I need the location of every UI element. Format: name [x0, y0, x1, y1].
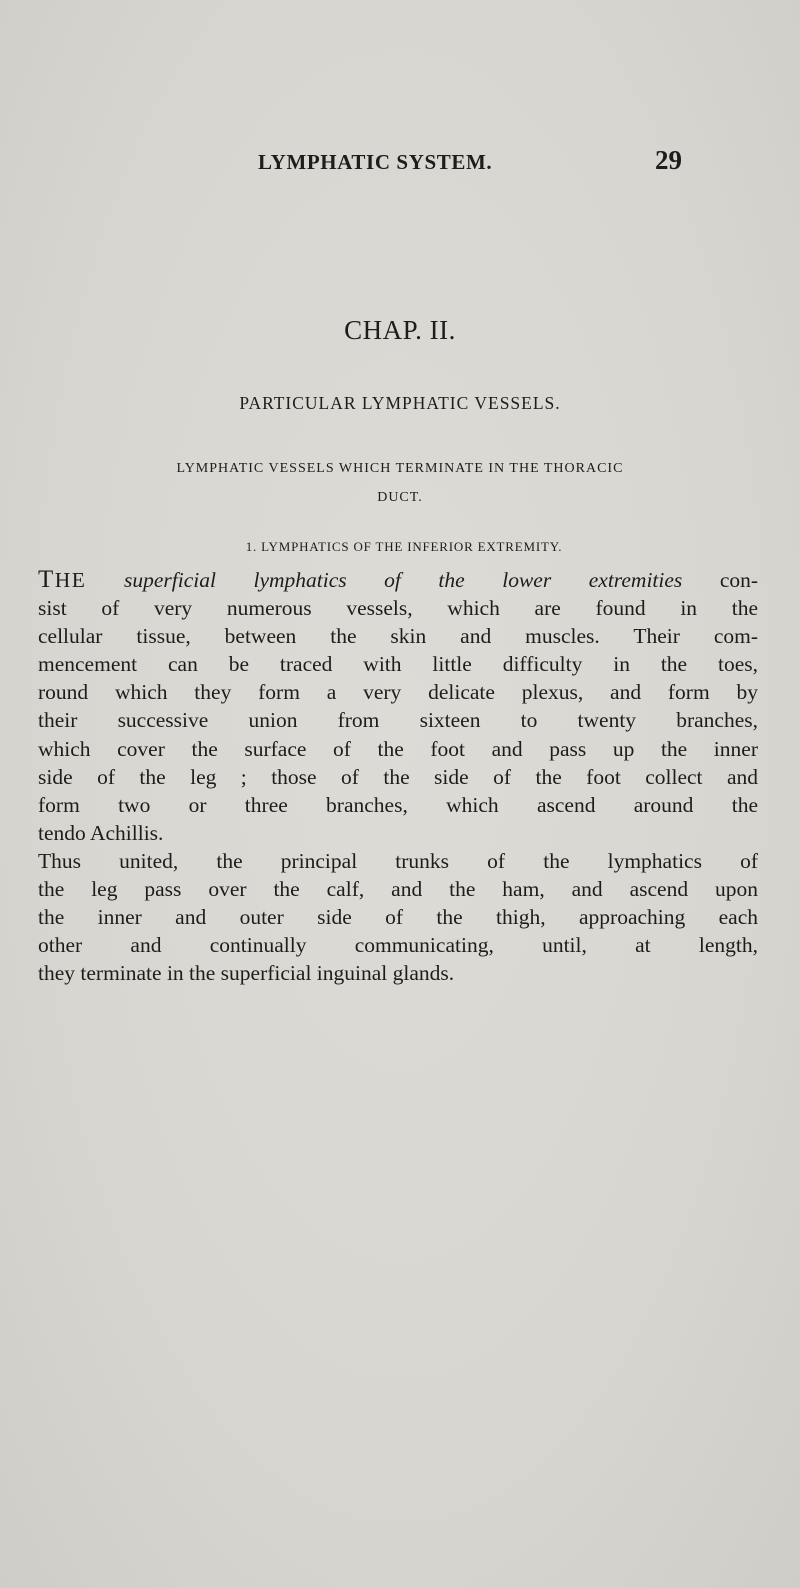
- running-head: [0, 145, 800, 190]
- paragraph-1-line: sist of very numerous vessels, which are found in the: [38, 596, 758, 621]
- page-number: 29: [655, 145, 682, 175]
- body-text: [38, 566, 758, 987]
- paragraph-1-line: which cover the surface of the foot and pass up the inner: [38, 736, 758, 761]
- section-title-line-1: LYMPHATIC VESSELS WHICH TERMINATE IN THE THORACIC: [176, 461, 624, 476]
- paragraph-2-line: they terminate in the superficial inguinal glands.: [38, 961, 455, 986]
- paragraph-2-line: the leg pass over the calf, and the ham, and ascend upon: [38, 877, 758, 902]
- section-title-line-2: DUCT.: [377, 490, 423, 505]
- paragraph-1-line-1: THE superficial lymphatics of the lower extremities con-: [38, 566, 759, 593]
- paragraph-1-line: mencement can be traced with little difficulty in the toes,: [38, 652, 758, 677]
- subsection-heading: 1. LYMPHATICS OF THE INFERIOR EXTREMITY.: [245, 539, 563, 554]
- paragraph-1-line: side of the leg ; those of the side of the foot collect and: [38, 764, 758, 789]
- chapter-heading: CHAP. II.: [344, 315, 456, 345]
- chapter-title: PARTICULAR LYMPHATIC VESSELS.: [239, 393, 561, 413]
- lead-word: THE: [38, 566, 87, 593]
- paragraph-2-line: Thus united, the principal trunks of the lymphatics of: [38, 848, 758, 873]
- paragraph-1-line: form two or three branches, which ascend around the: [38, 792, 758, 817]
- paragraph-1-line: tendo Achillis.: [38, 820, 164, 845]
- paragraph-1-line: round which they form a very delicate plexus, and form by: [38, 680, 758, 705]
- italic-phrase: superficial lymphatics of the lower extremities: [124, 568, 683, 592]
- paragraph-2-line: the inner and outer side of the thigh, approaching each: [38, 905, 758, 930]
- running-title: LYMPHATIC SYSTEM.: [258, 150, 493, 174]
- paragraph-1-line: their successive union from sixteen to twenty branches,: [38, 708, 758, 733]
- section-title: [40, 454, 760, 512]
- paragraph-2-line: other and continually communicating, until, at length,: [38, 933, 758, 958]
- paragraph-1-line: cellular tissue, between the skin and muscles. Their com-: [38, 624, 758, 649]
